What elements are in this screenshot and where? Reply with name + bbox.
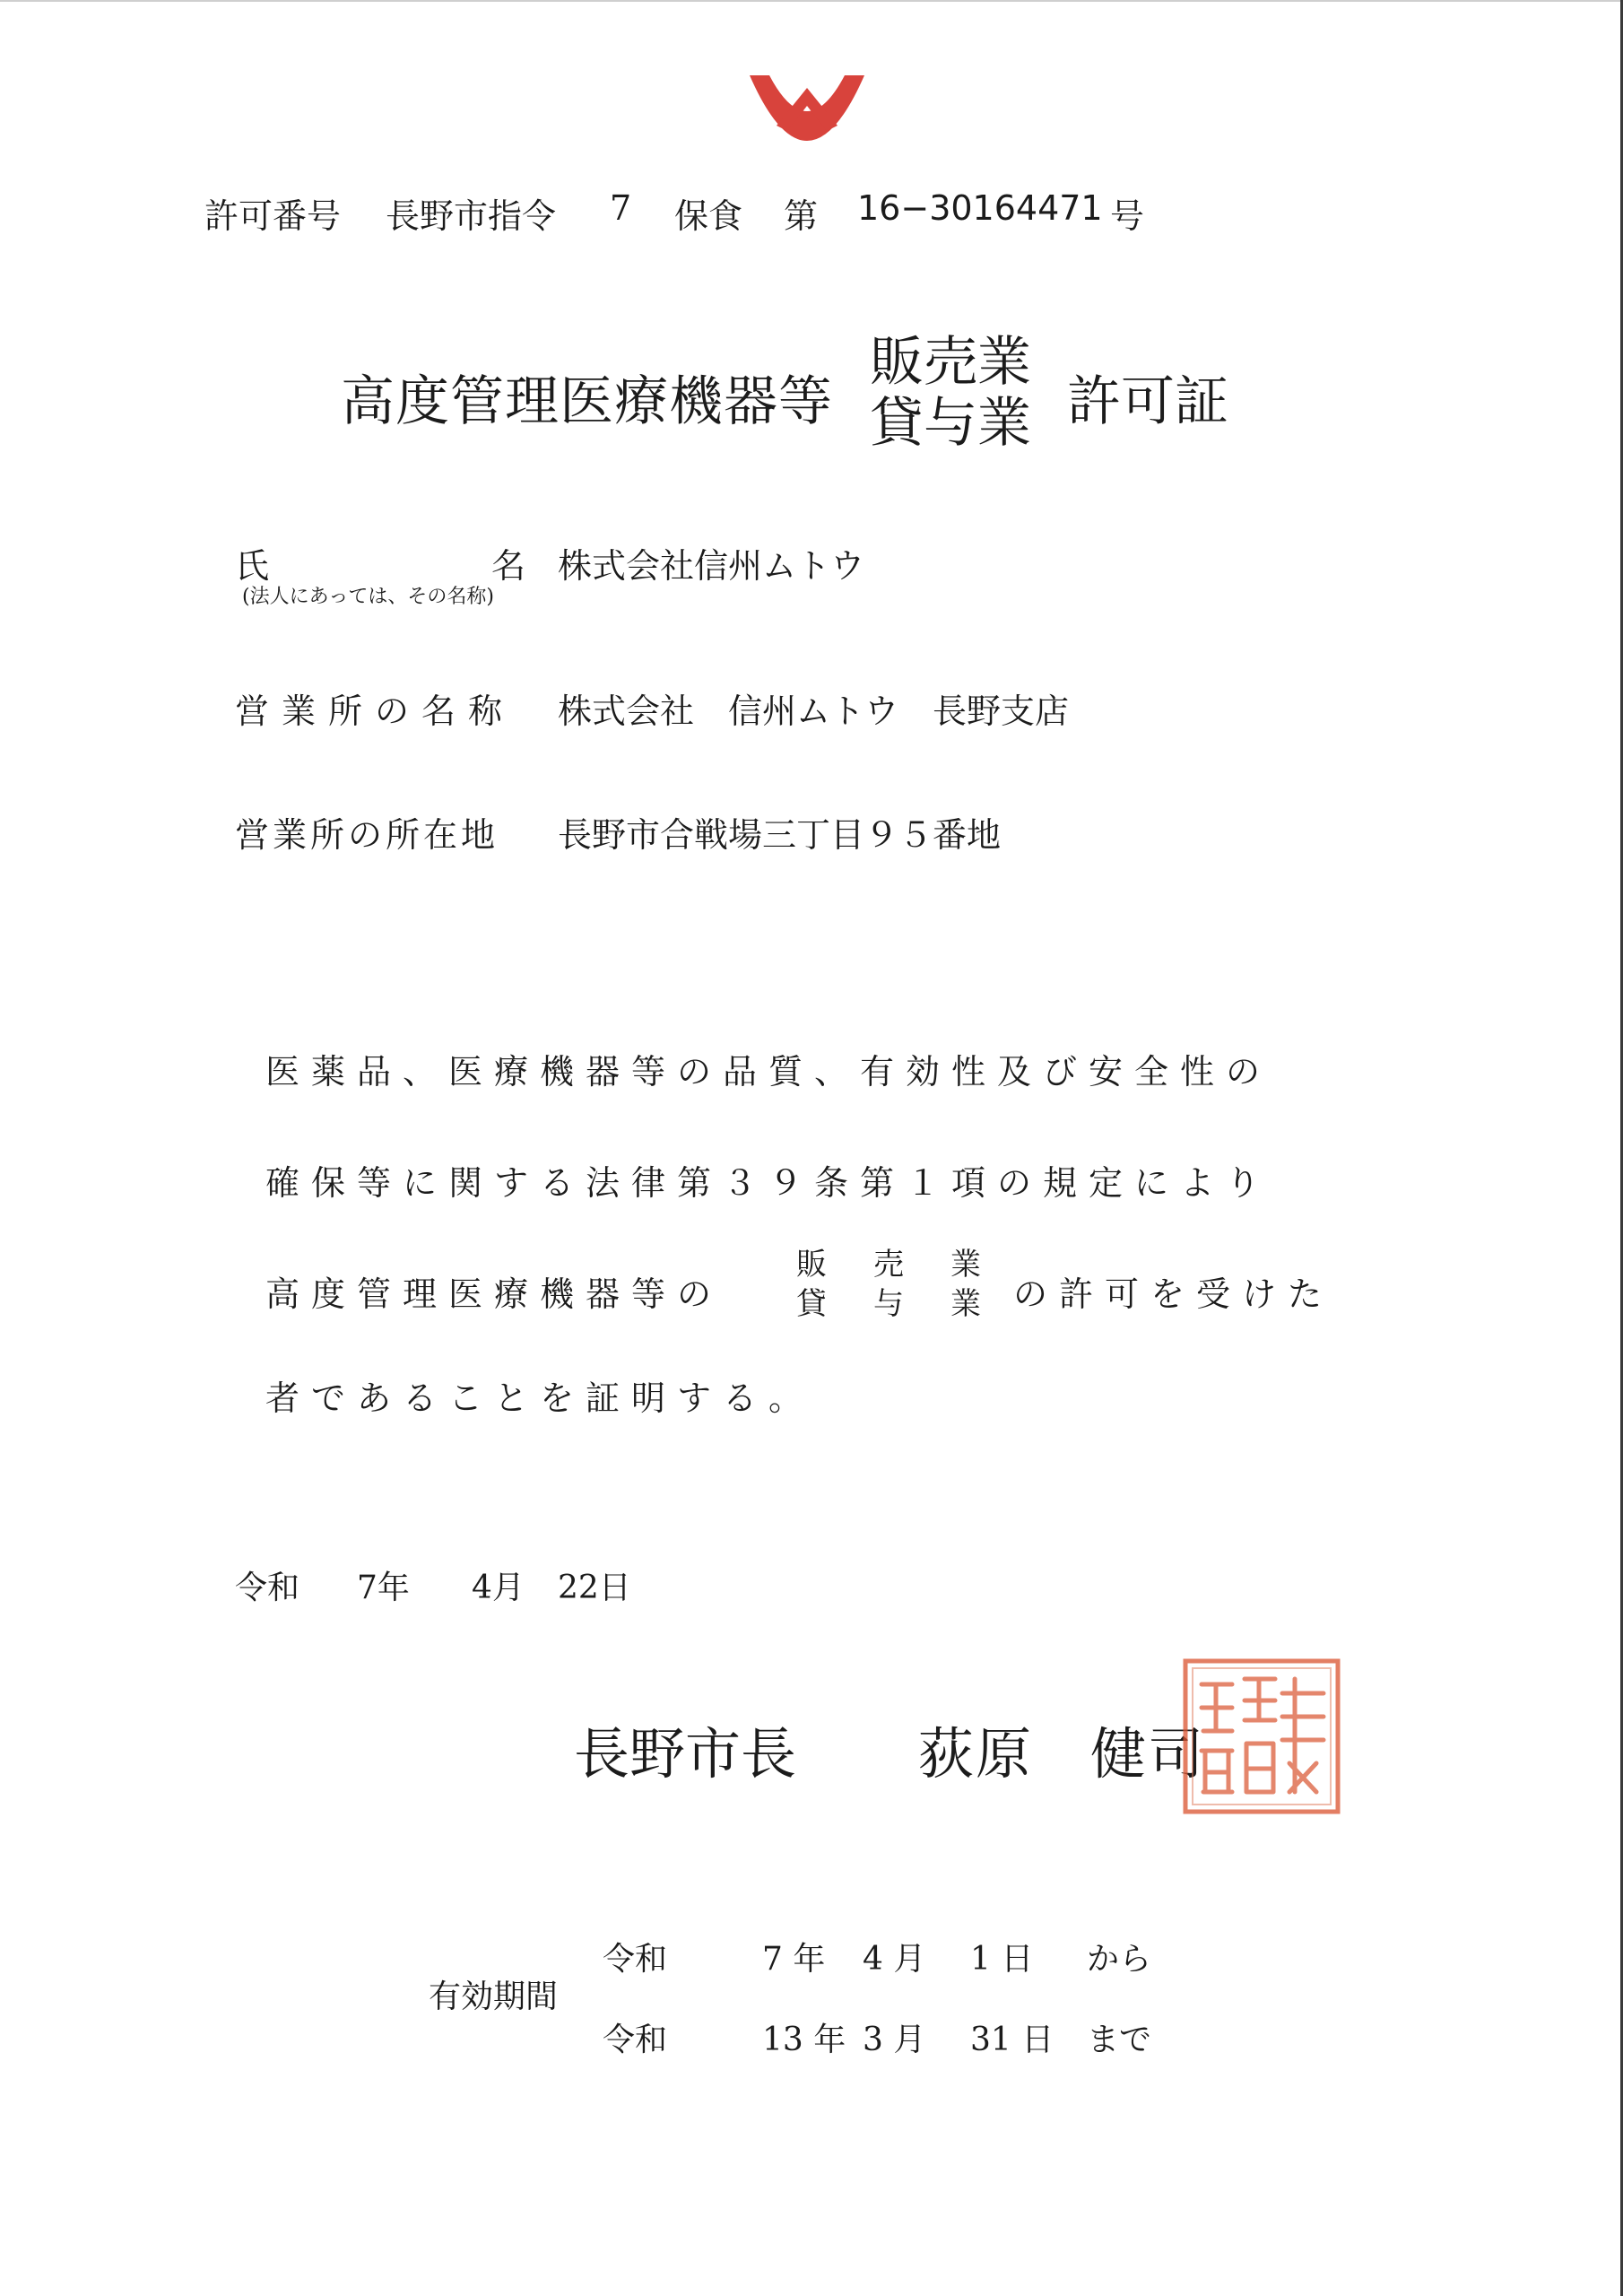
body-line-3-end: の許可を受けた [1013, 1274, 1334, 1314]
body-stack-lease: 貸与業 [796, 1286, 1028, 1322]
mayor-name: 荻原 健司 [918, 1721, 1206, 1787]
validity-start-era: 令和 [603, 1941, 668, 1978]
permit-dai: 第 [784, 196, 819, 236]
name-label-second: 名 [491, 546, 526, 586]
validity-start-year: 7 年 [762, 1941, 826, 1978]
body-line-1: 医薬品、医療機器等の品質、有効性及び安全性の [265, 1052, 1272, 1091]
issue-date-era: 令和 [235, 1570, 300, 1606]
office-location-label: 営業所の所在地 [235, 815, 499, 855]
issue-date-day: 22日 [558, 1570, 631, 1606]
mayor-title: 長野市長 [574, 1721, 797, 1787]
document-title: 高度管理医療機器等 [341, 370, 833, 433]
validity-start-month: 4 月 [863, 1941, 926, 1978]
office-name-value: 株式会社 信州ムトウ 長野支店 [558, 691, 1070, 731]
office-name-label: 営業所の名称 [235, 691, 516, 731]
body-line-2: 確保等に関する法律第３９条第１項の規定により [265, 1163, 1272, 1203]
permit-city: 長野市指令 [386, 196, 557, 236]
validity-end-month: 3 月 [863, 2022, 926, 2058]
scan-top-edge [0, 0, 1623, 2]
validity-label: 有効期間 [429, 1979, 559, 2015]
body-line-3-start: 高度管理医療機器等の [265, 1274, 724, 1314]
name-value: 株式会社信州ムトウ [558, 546, 865, 586]
body-business-stack [796, 1245, 1028, 1324]
title-stack-lease: 貸与業 [870, 392, 1031, 455]
permit-section: 保食 [674, 196, 743, 236]
office-location-value: 長野市合戦場三丁目９５番地 [558, 815, 1002, 855]
validity-end-year: 13 年 [762, 2022, 846, 2058]
validity-start-day: 1 日 [970, 1941, 1034, 1978]
validity-start-suffix: から [1087, 1941, 1152, 1978]
official-seal-icon [1182, 1657, 1341, 1815]
nagano-city-emblem-icon [744, 72, 870, 145]
title-suffix: 許可証 [1067, 370, 1228, 433]
issue-date-year: 7年 [357, 1570, 410, 1606]
permit-label: 許可番号 [204, 196, 342, 236]
name-label-first: 氏 [235, 546, 270, 586]
permit-directive-number: 7 [610, 188, 632, 228]
body-stack-sales: 販売業 [796, 1247, 1028, 1283]
validity-end-suffix: まで [1087, 2022, 1152, 2058]
body-line-4: 者であることを証明する。 [265, 1378, 815, 1418]
permit-go: 号 [1110, 196, 1145, 236]
name-label-note: (法人にあっては、その名称) [242, 586, 494, 608]
issue-date-month: 4月 [472, 1570, 525, 1606]
title-stack-sales: 販売業 [870, 331, 1031, 394]
title-business-stack [870, 332, 1031, 454]
validity-end-day: 31 日 [970, 2022, 1055, 2058]
permit-number: 16−30164471 [857, 188, 1103, 228]
validity-end-era: 令和 [603, 2022, 668, 2058]
